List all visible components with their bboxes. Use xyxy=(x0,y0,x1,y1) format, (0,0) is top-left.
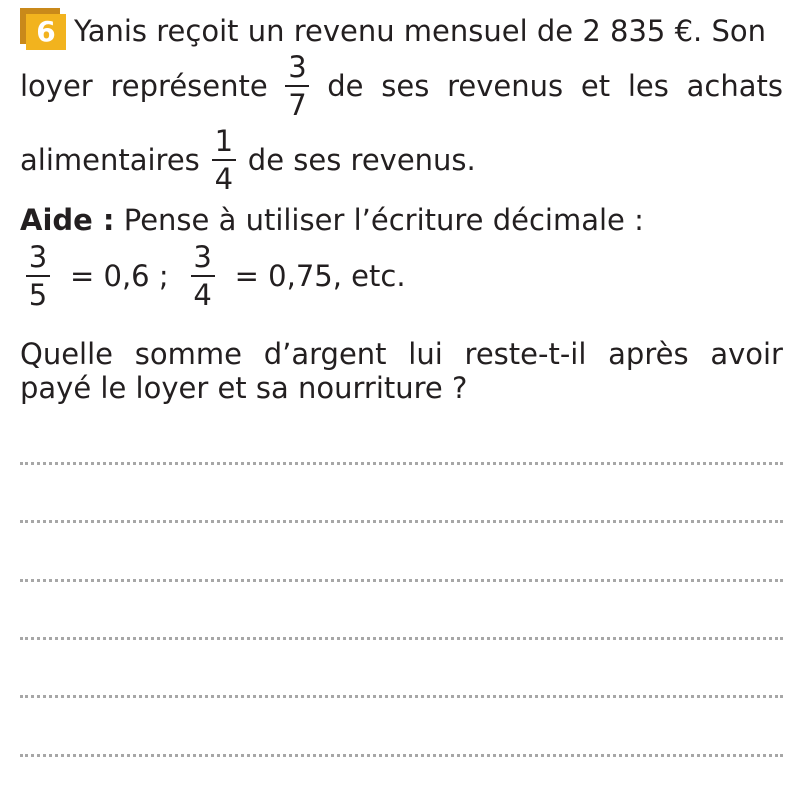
text: de ses revenus. xyxy=(247,143,476,178)
example-fraction-1 xyxy=(26,242,50,311)
word: après xyxy=(608,337,689,371)
fraction-denominator: 5 xyxy=(28,278,48,313)
word: de xyxy=(327,69,364,104)
example-fraction-2 xyxy=(191,242,215,311)
word: représente xyxy=(110,69,268,104)
fraction-bar xyxy=(26,275,50,277)
word: somme xyxy=(134,337,242,371)
fraction-numerator: 1 xyxy=(214,124,234,158)
fraction-bar xyxy=(285,85,309,87)
statement-line-2 xyxy=(20,52,783,121)
word: alimentaires xyxy=(20,143,200,178)
example-equation-2: = 0,75, etc. xyxy=(234,259,406,294)
fraction-denominator: 4 xyxy=(193,278,212,313)
exercise-number: 6 xyxy=(26,14,66,50)
word: d’argent xyxy=(263,337,387,371)
aide-line xyxy=(20,203,644,237)
word: revenus xyxy=(447,69,564,104)
fraction-bar xyxy=(191,275,215,277)
word: et xyxy=(580,69,611,104)
exercise-number-badge xyxy=(20,8,66,50)
statement-line-1: Yanis reçoit un revenu mensuel de 2 835 €. Son xyxy=(74,14,767,48)
question-line-1 xyxy=(20,337,783,371)
fraction-bar xyxy=(212,159,236,161)
answer-line[interactable] xyxy=(20,462,783,465)
fraction-numerator: 3 xyxy=(288,50,307,84)
answer-line[interactable] xyxy=(20,579,783,582)
aide-examples xyxy=(20,242,406,311)
word: Quelle xyxy=(20,337,114,371)
fraction-food xyxy=(212,126,236,195)
fraction-denominator: 7 xyxy=(288,88,307,123)
word: ses xyxy=(381,69,430,104)
answer-line[interactable] xyxy=(20,520,783,523)
word: achats xyxy=(686,69,783,104)
example-equation-1: = 0,6 ; xyxy=(70,259,169,294)
statement-line-3 xyxy=(20,126,476,195)
answer-line[interactable] xyxy=(20,637,783,640)
aide-label: Aide : xyxy=(20,203,115,237)
word: les xyxy=(627,69,669,104)
fraction-denominator: 4 xyxy=(214,162,234,197)
fraction-numerator: 3 xyxy=(193,240,212,274)
word: avoir xyxy=(710,337,783,371)
question-line-2: payé le loyer et sa nourriture ? xyxy=(20,371,468,405)
answer-line[interactable] xyxy=(20,695,783,698)
aide-text: Pense à utiliser l’écriture décimale : xyxy=(123,203,644,237)
word: lui xyxy=(408,337,443,371)
answer-line[interactable] xyxy=(20,754,783,757)
fraction-numerator: 3 xyxy=(28,240,48,274)
word: reste-t-il xyxy=(464,337,587,371)
fraction-rent xyxy=(285,52,309,121)
word: loyer xyxy=(20,69,93,104)
